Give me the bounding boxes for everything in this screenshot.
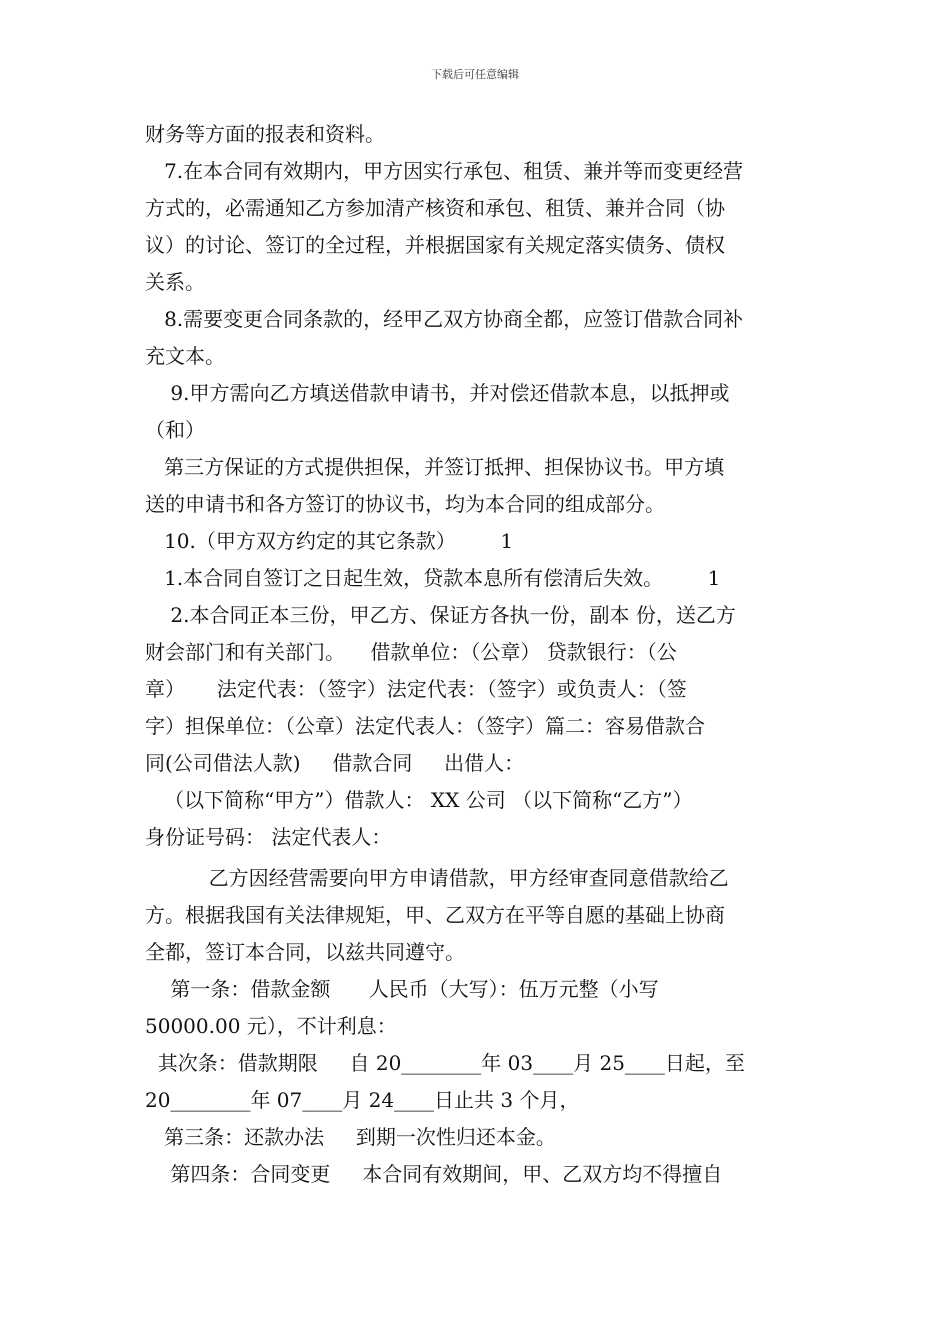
body-line: 同(公司借法人款) 借款合同 出借人：: [145, 751, 525, 775]
body-line: 8.需要变更合同条款的，经甲乙双方协商全都，应签订借款合同补: [145, 307, 744, 331]
body-line: 全都，签订本合同，以兹共同遵守。: [145, 940, 465, 964]
body-line: 第三条：还款办法 到期一次性归还本金。: [145, 1125, 556, 1149]
body-line: 第三方保证的方式提供担保，并签订抵押、担保协议书。甲方填: [145, 455, 725, 479]
body-line: 方式的，必需通知乙方参加清产核资和承包、租赁、兼并合同（协: [145, 196, 725, 220]
body-line: 20________年 07____月 24____日止共 3 个月，: [145, 1088, 580, 1112]
body-line: 9.甲方需向乙方填送借款申请书，并对偿还借款本息，以抵押或: [145, 381, 730, 405]
body-line: 第四条：合同变更 本合同有效期间，甲、乙双方均不得擅自: [145, 1162, 723, 1186]
body-line: 其次条：借款期限 自 20________年 03____月 25____日起，至: [145, 1051, 745, 1075]
body-line: 乙方因经营需要向甲方申请借款，甲方经审查同意借款给乙: [145, 866, 729, 890]
body-line: 充文本。: [145, 344, 225, 368]
page-header: 下载后可任意编辑: [431, 68, 519, 81]
body-line: 第一条：借款金额 人民币（大写）：伍万元整（小写: [145, 977, 659, 1001]
body-line: 关系。: [145, 270, 205, 294]
body-line: 50000.00 元），不计利息：: [145, 1014, 397, 1038]
body-line: 方。根据我国有关法律规矩，甲、乙双方在平等自愿的基础上协商: [145, 903, 725, 927]
body-line: 身份证号码： 法定代表人：: [145, 825, 392, 849]
body-line: 1.本合同自签订之日起生效，贷款本息所有偿清后失效。 1: [145, 566, 721, 590]
body-line: 财务等方面的报表和资料。: [145, 122, 385, 146]
body-line: 2.本合同正本三份，甲乙方、保证方各执一份，副本 份，送乙方: [145, 603, 736, 627]
body-line: 10.（甲方双方约定的其它条款） 1: [145, 529, 514, 553]
body-line: 章） 法定代表：（签字）法定代表：（签字）或负责人：（签: [145, 677, 687, 701]
body-line: 送的申请书和各方签订的协议书，均为本合同的组成部分。: [145, 492, 665, 516]
body-line: （和）: [145, 418, 205, 442]
body-line: 7.在本合同有效期内，甲方因实行承包、租赁、兼并等而变更经营: [145, 159, 744, 183]
body-line: （以下简称“甲方”）借款人： XX 公司 （以下简称“乙方”）: [145, 788, 693, 812]
body-line: 字）担保单位：（公章）法定代表人：（签字）篇二：容易借款合: [145, 714, 705, 738]
body-line: 议）的讨论、签订的全过程，并根据国家有关规定落实债务、债权: [145, 233, 725, 257]
body-line: 财会部门和有关部门。 借款单位：（公章） 贷款银行：（公: [145, 640, 677, 664]
